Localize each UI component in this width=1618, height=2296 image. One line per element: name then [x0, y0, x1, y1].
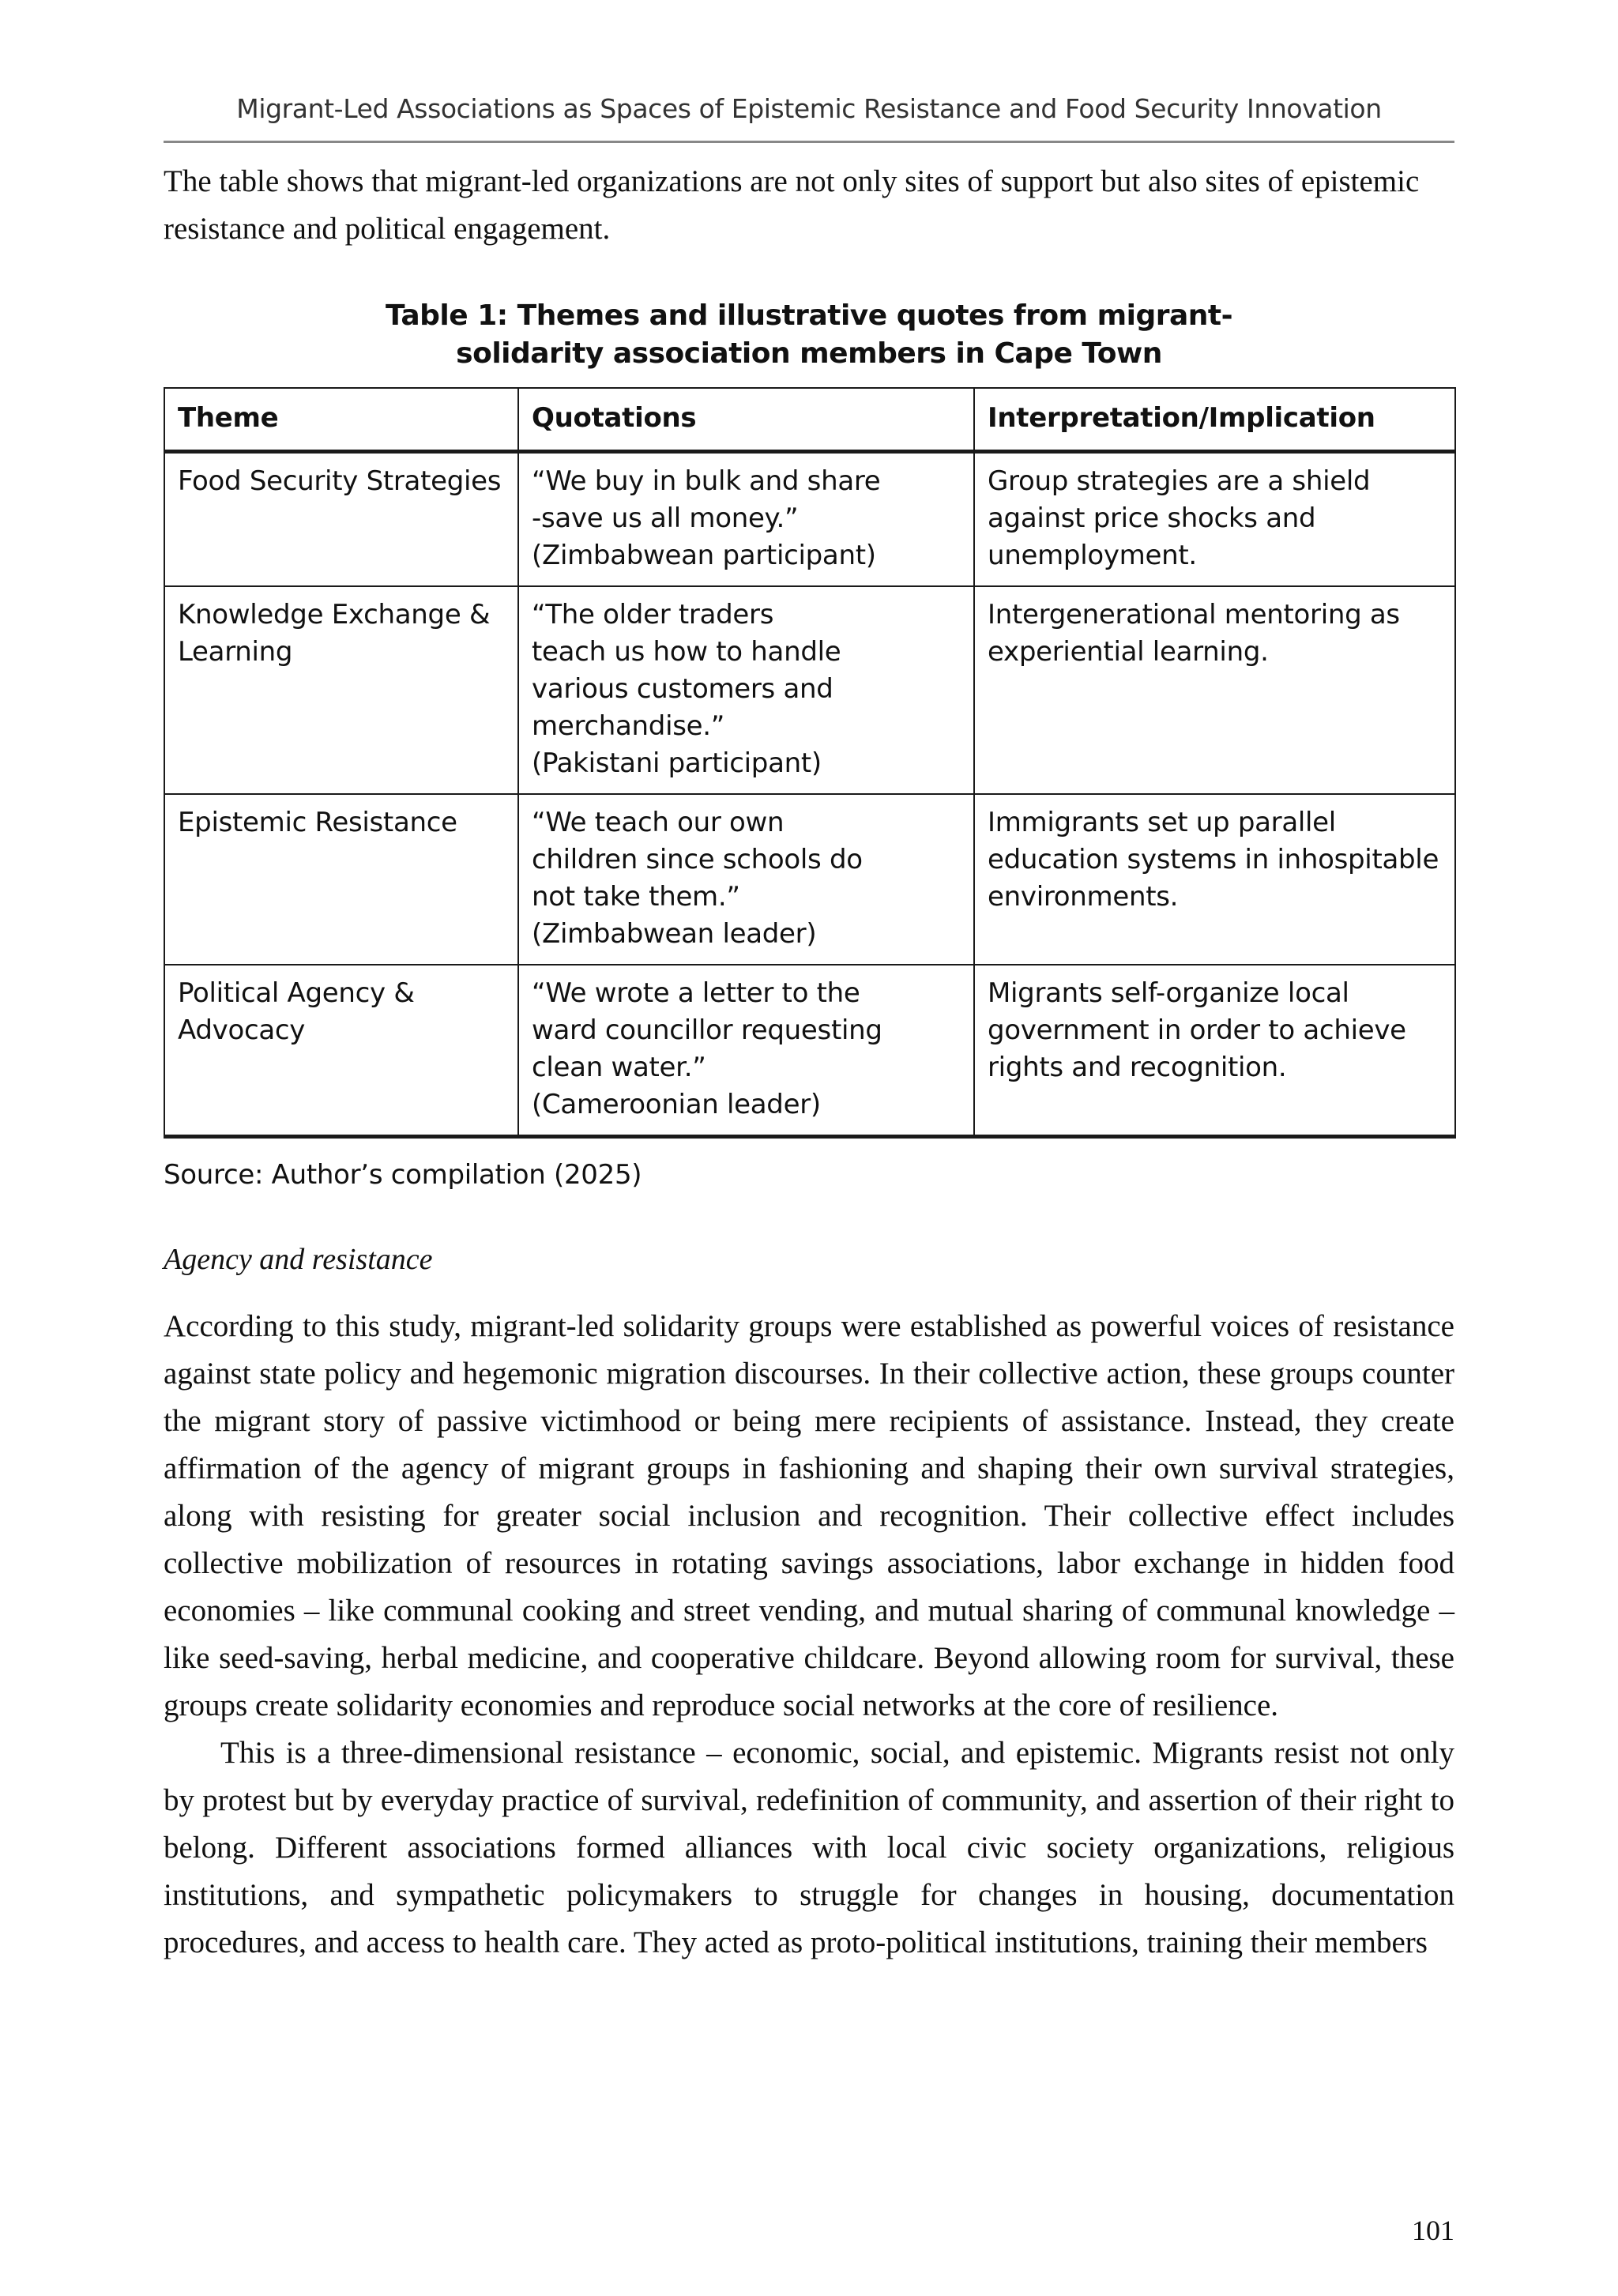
quote-line: “We wrote a letter to the — [532, 977, 860, 1009]
quote-line: “We teach our own — [532, 807, 785, 838]
page-number: 101 — [1412, 2215, 1454, 2246]
quote-line: teach us how to handle — [532, 636, 841, 668]
quote-attribution: (Zimbabwean participant) — [532, 540, 876, 571]
table-row — [164, 586, 1455, 794]
quote-line: clean water.” — [532, 1052, 706, 1083]
quote-attribution: (Pakistani participant) — [532, 747, 822, 779]
quote-line: “We buy in bulk and share — [532, 465, 881, 497]
quote-line: merchandise.” — [532, 710, 725, 742]
quote-line: not take them.” — [532, 881, 740, 913]
running-header: Migrant-Led Associations as Spaces of Epistemic Resistance and Food Security Innovation — [236, 93, 1382, 124]
body-paragraph-2: This is a three-dimensional resistance – economic, social, and epistemic. Migrants resist not only by protest but by everyday practice of survival, redefinition of community, and assertion of their right to belong. Different associations formed alliances with local civic society organizations, religious institutions, and sympathetic policymakers to struggle for changes in housing, documentation procedures, and access to health care. They acted as proto-political institutions, training their members — [164, 1736, 1454, 1959]
column-header-quotations: Quotations — [518, 388, 974, 452]
table-row — [164, 965, 1455, 1137]
cell-theme: Epistemic Resistance — [164, 794, 518, 965]
cell-theme: Food Security Strategies — [164, 452, 518, 587]
table-caption-line-1: Table 1: Themes and illustrative quotes from migrant- — [385, 299, 1233, 332]
quote-line: various customers and — [532, 673, 833, 705]
quote-attribution: (Zimbabwean leader) — [532, 918, 817, 950]
body-paragraph-1: According to this study, migrant-led solidarity groups were established as powerful voices of resistance against state policy and hegemonic migration discourses. In their collective action, these groups counter the migrant story of passive victimhood or being mere recipients of assistance. Instead, they create affirmation of the agency of migrant groups in fashioning and shaping their own survival strategies, along with resisting for greater social inclusion and recognition. Their collective effect includes collective mobilization of resources in rotating savings associations, labor exchange in hidden food economies – like communal cooking and street vending, and mutual sharing of communal knowledge – like seed-saving, herbal medicine, and cooperative childcare. Beyond allowing room for survival, these groups create solidarity economies and reproduce social networks at the core of resilience. — [164, 1309, 1454, 1722]
header-rule — [164, 141, 1454, 143]
themes-table — [164, 387, 1456, 1139]
quote-line: ward councillor requesting — [532, 1014, 882, 1046]
cell-interpretation: Intergenerational mentoring as experiential learning. — [974, 586, 1455, 794]
quote-attribution: (Cameroonian leader) — [532, 1089, 821, 1120]
cell-theme: Knowledge Exchange & Learning — [164, 586, 518, 794]
cell-quotation — [518, 586, 974, 794]
table-row — [164, 452, 1455, 587]
table-caption — [164, 297, 1454, 373]
cell-quotation — [518, 452, 974, 587]
table-source-note: Source: Author’s compilation (2025) — [164, 1159, 642, 1191]
column-header-theme: Theme — [164, 388, 518, 452]
cell-interpretation: Group strategies are a shield against price shocks and unemployment. — [974, 452, 1455, 587]
cell-quotation — [518, 794, 974, 965]
cell-interpretation: Migrants self-organize local government in order to achieve rights and recognition. — [974, 965, 1455, 1137]
quote-line: children since schools do — [532, 844, 863, 875]
cell-interpretation: Immigrants set up parallel education systems in inhospitable environments. — [974, 794, 1455, 965]
cell-quotation — [518, 965, 974, 1137]
section-subheading: Agency and resistance — [164, 1243, 433, 1276]
cell-theme: Political Agency & Advocacy — [164, 965, 518, 1137]
quote-line: -save us all money.” — [532, 502, 799, 534]
table-header-row — [164, 388, 1455, 452]
table-row — [164, 794, 1455, 965]
column-header-interpretation: Interpretation/Implication — [974, 388, 1455, 452]
section-body — [164, 1303, 1454, 1967]
table-caption-line-2: solidarity association members in Cape Town — [456, 337, 1162, 370]
quote-line: “The older traders — [532, 599, 774, 630]
intro-paragraph: The table shows that migrant-led organizations are not only sites of support but also sites of epistemic resistance and political engagement. — [164, 164, 1420, 246]
page-content — [164, 158, 1454, 1967]
